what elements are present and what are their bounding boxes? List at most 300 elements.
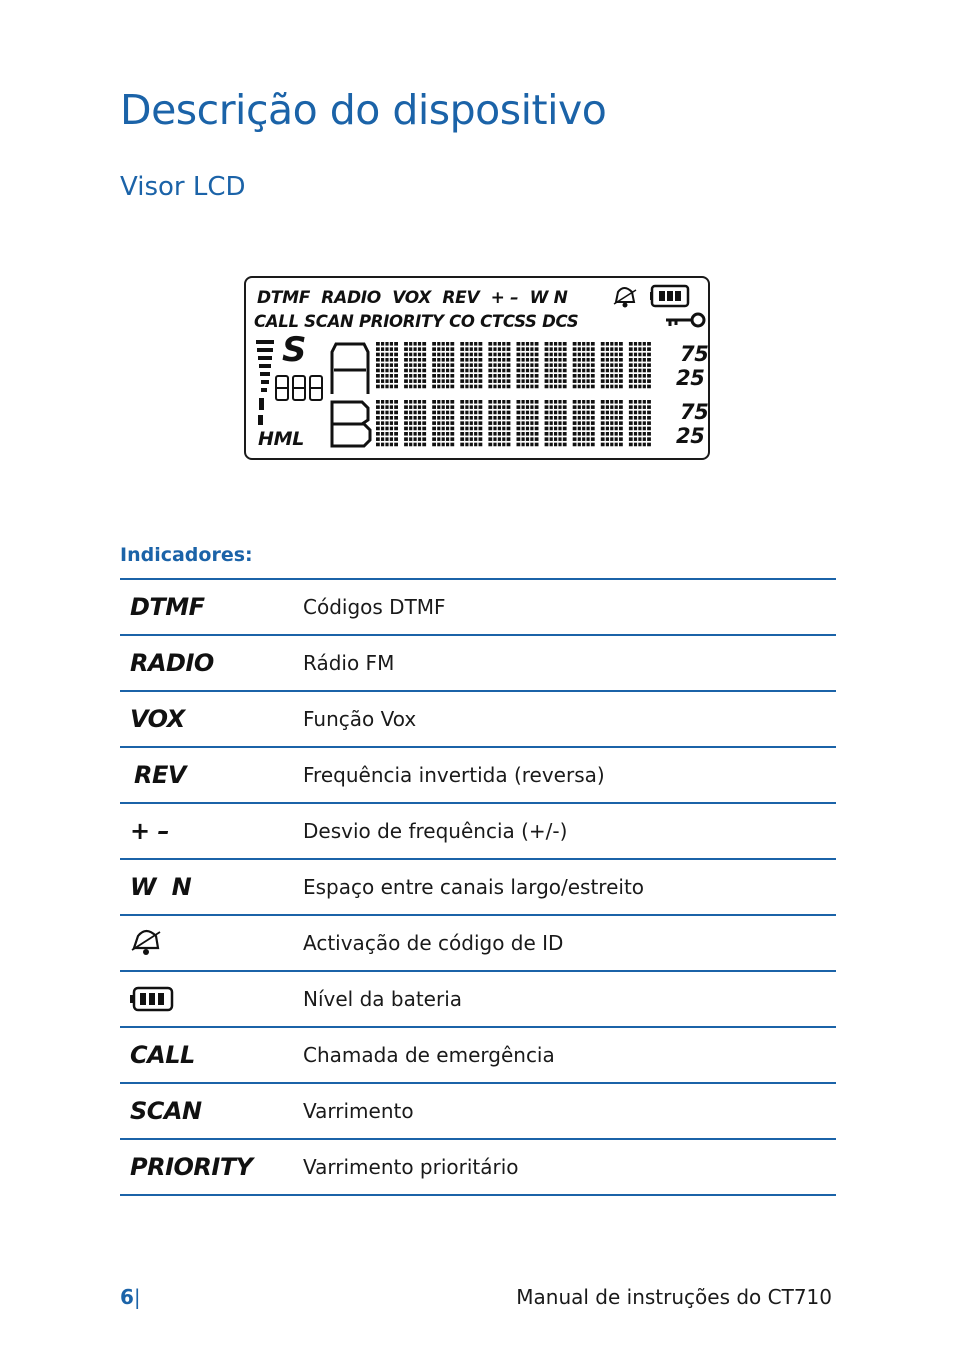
matrix-gap bbox=[408, 342, 409, 390]
matrix-segment bbox=[573, 374, 595, 378]
matrix-segment bbox=[629, 358, 651, 362]
matrix-gap bbox=[436, 400, 437, 448]
matrix-segment bbox=[517, 363, 539, 367]
matrix-segment bbox=[573, 432, 595, 436]
table-row bbox=[120, 1140, 836, 1196]
table-row bbox=[120, 1028, 836, 1084]
indicator-description: Rádio FM bbox=[303, 651, 395, 675]
matrix-segment bbox=[404, 400, 426, 404]
matrix-segment bbox=[601, 405, 623, 409]
indicator-description: Códigos DTMF bbox=[303, 595, 446, 619]
matrix-segment bbox=[488, 369, 510, 373]
matrix-gap bbox=[469, 400, 470, 448]
matrix-gap bbox=[505, 342, 506, 390]
matrix-segment bbox=[517, 405, 539, 409]
matrix-gap bbox=[590, 400, 591, 448]
lcd-dcs: DCS bbox=[542, 312, 579, 331]
matrix-segment bbox=[404, 411, 426, 415]
matrix-segment bbox=[573, 416, 595, 420]
matrix-gap bbox=[585, 342, 586, 390]
matrix-segment bbox=[629, 347, 651, 351]
matrix-segment bbox=[376, 358, 398, 362]
matrix-gap bbox=[421, 342, 422, 390]
matrix-segment bbox=[545, 405, 567, 409]
matrix-segment bbox=[573, 421, 595, 425]
matrix-gap bbox=[548, 400, 549, 448]
matrix-gap bbox=[497, 400, 498, 448]
indicator-priority: PRIORITY bbox=[130, 1153, 253, 1181]
table-row bbox=[120, 636, 836, 692]
matrix-gap bbox=[642, 342, 643, 390]
indicator-vox: VOX bbox=[130, 705, 185, 733]
matrix-segment bbox=[460, 358, 482, 362]
matrix-gap bbox=[380, 400, 381, 448]
matrix-gap bbox=[520, 342, 521, 390]
table-row bbox=[120, 580, 836, 636]
matrix-segment bbox=[601, 379, 623, 383]
bell-icon bbox=[130, 928, 164, 958]
matrix-segment bbox=[545, 342, 567, 346]
matrix-segment bbox=[432, 405, 454, 409]
matrix-segment bbox=[376, 405, 398, 409]
matrix-gap bbox=[613, 342, 614, 390]
matrix-segment bbox=[517, 379, 539, 383]
indicator-description: Desvio de frequência (+/-) bbox=[303, 819, 568, 843]
matrix-segment bbox=[629, 400, 651, 404]
matrix-gap bbox=[449, 400, 450, 448]
matrix-gap bbox=[492, 342, 493, 390]
matrix-segment bbox=[432, 411, 454, 415]
matrix-segment bbox=[545, 421, 567, 425]
matrix-segment bbox=[517, 432, 539, 436]
matrix-segment bbox=[376, 385, 398, 389]
matrix-segment bbox=[545, 443, 567, 447]
indicator-description: Função Vox bbox=[303, 707, 417, 731]
matrix-segment bbox=[517, 411, 539, 415]
matrix-segment bbox=[517, 427, 539, 431]
battery-icon bbox=[650, 286, 688, 306]
matrix-gap bbox=[497, 342, 498, 390]
matrix-segment bbox=[629, 374, 651, 378]
matrix-segment bbox=[404, 363, 426, 367]
matrix-segment bbox=[629, 443, 651, 447]
matrix-gap bbox=[464, 400, 465, 448]
matrix-segment bbox=[488, 421, 510, 425]
matrix-segment bbox=[629, 353, 651, 357]
matrix-segment bbox=[404, 358, 426, 362]
matrix-gap bbox=[464, 342, 465, 390]
matrix-segment bbox=[460, 342, 482, 346]
matrix-gap bbox=[473, 342, 474, 390]
matrix-segment bbox=[545, 416, 567, 420]
matrix-gap bbox=[445, 400, 446, 448]
matrix-segment bbox=[601, 421, 623, 425]
matrix-gap bbox=[577, 342, 578, 390]
indicator-radio: RADIO bbox=[130, 649, 214, 677]
matrix-segment bbox=[376, 363, 398, 367]
matrix-segment bbox=[404, 353, 426, 357]
matrix-segment bbox=[404, 443, 426, 447]
page-title: Descrição do dispositivo bbox=[120, 86, 607, 134]
matrix-gap bbox=[408, 400, 409, 448]
matrix-segment bbox=[432, 437, 454, 441]
matrix-segment bbox=[629, 427, 651, 431]
section-subtitle: Visor LCD bbox=[120, 172, 246, 202]
matrix-segment bbox=[517, 421, 539, 425]
matrix-segment bbox=[573, 443, 595, 447]
matrix-gap bbox=[477, 400, 478, 448]
indicators-table bbox=[120, 578, 836, 1196]
matrix-gap bbox=[609, 342, 610, 390]
matrix-segment bbox=[460, 411, 482, 415]
matrix-segment bbox=[404, 427, 426, 431]
channel-digits bbox=[276, 376, 322, 400]
lcd-step-a-25: 25 bbox=[676, 366, 705, 390]
matrix-gap bbox=[613, 400, 614, 448]
matrix-segment bbox=[404, 374, 426, 378]
matrix-gap bbox=[562, 342, 563, 390]
matrix-segment bbox=[404, 421, 426, 425]
lcd-scan: SCAN bbox=[304, 312, 354, 331]
matrix-segment bbox=[573, 405, 595, 409]
lcd-co: CO bbox=[449, 312, 475, 331]
lcd-priority: PRIORITY bbox=[359, 312, 444, 331]
indicator-description: Espaço entre canais largo/estreito bbox=[303, 875, 645, 899]
lcd-step-b-75: 75 bbox=[680, 400, 709, 424]
bell-icon bbox=[614, 288, 636, 308]
matrix-segment bbox=[545, 353, 567, 357]
matrix-segment bbox=[573, 400, 595, 404]
matrix-gap bbox=[581, 400, 582, 448]
matrix-segment bbox=[376, 400, 398, 404]
indicator-plus-minus: + – bbox=[130, 817, 169, 845]
battery-icon-graphic bbox=[130, 986, 176, 1012]
table-row bbox=[120, 916, 836, 972]
matrix-segment bbox=[629, 369, 651, 373]
page-number-value: 6 bbox=[120, 1285, 134, 1309]
matrix-segment bbox=[460, 353, 482, 357]
matrix-segment bbox=[460, 374, 482, 378]
matrix-segment bbox=[517, 437, 539, 441]
matrix-segment bbox=[545, 411, 567, 415]
indicator-description: Chamada de emergência bbox=[303, 1043, 555, 1067]
matrix-segment bbox=[601, 374, 623, 378]
matrix-segment bbox=[376, 421, 398, 425]
lcd-display bbox=[244, 276, 710, 460]
matrix-segment bbox=[460, 369, 482, 373]
lcd-radio: RADIO bbox=[321, 288, 381, 308]
matrix-segment bbox=[517, 443, 539, 447]
matrix-segment bbox=[432, 353, 454, 357]
matrix-segment bbox=[629, 379, 651, 383]
matrix-segment bbox=[376, 379, 398, 383]
matrix-segment bbox=[432, 421, 454, 425]
matrix-gap bbox=[534, 400, 535, 448]
matrix-segment bbox=[601, 347, 623, 351]
matrix-segment bbox=[460, 432, 482, 436]
matrix-segment bbox=[601, 342, 623, 346]
matrix-segment bbox=[601, 443, 623, 447]
indicator-description: Activação de código de ID bbox=[303, 931, 564, 955]
matrix-segment bbox=[404, 347, 426, 351]
matrix-gap bbox=[445, 342, 446, 390]
matrix-segment bbox=[573, 385, 595, 389]
indicator-description: Nível da bateria bbox=[303, 987, 463, 1011]
matrix-segment bbox=[545, 347, 567, 351]
matrix-gap bbox=[605, 400, 606, 448]
lcd-rev: REV bbox=[442, 288, 480, 308]
matrix-segment bbox=[629, 411, 651, 415]
matrix-segment bbox=[488, 358, 510, 362]
matrix-gap bbox=[609, 400, 610, 448]
matrix-segment bbox=[432, 342, 454, 346]
matrix-segment bbox=[432, 369, 454, 373]
matrix-segment bbox=[376, 347, 398, 351]
matrix-segment bbox=[432, 379, 454, 383]
lcd-dtmf: DTMF bbox=[257, 288, 311, 308]
matrix-segment bbox=[601, 400, 623, 404]
matrix-gap bbox=[605, 342, 606, 390]
table-row bbox=[120, 804, 836, 860]
matrix-segment bbox=[545, 374, 567, 378]
matrix-segment bbox=[573, 347, 595, 351]
lcd-vox: VOX bbox=[392, 288, 432, 308]
matrix-gap bbox=[421, 400, 422, 448]
matrix-segment bbox=[404, 432, 426, 436]
matrix-segment bbox=[517, 416, 539, 420]
matrix-gap bbox=[553, 342, 554, 390]
lcd-ctcss: CTCSS bbox=[480, 312, 537, 331]
indicator-rev: REV bbox=[134, 761, 186, 789]
matrix-segment bbox=[629, 385, 651, 389]
matrix-segment bbox=[404, 405, 426, 409]
matrix-segment bbox=[432, 363, 454, 367]
matrix-segment bbox=[545, 358, 567, 362]
matrix-segment bbox=[432, 416, 454, 420]
matrix-gap bbox=[529, 400, 530, 448]
matrix-segment bbox=[488, 353, 510, 357]
lcd-power-label: HML bbox=[258, 428, 305, 450]
matrix-segment bbox=[488, 347, 510, 351]
matrix-segment bbox=[404, 385, 426, 389]
matrix-segment bbox=[432, 347, 454, 351]
matrix-gap bbox=[440, 400, 441, 448]
matrix-gap bbox=[384, 342, 385, 390]
indicator-call: CALL bbox=[130, 1041, 195, 1069]
matrix-gap bbox=[492, 400, 493, 448]
indicator-dtmf: DTMF bbox=[130, 593, 205, 621]
band-b-matrix bbox=[376, 400, 651, 448]
matrix-segment bbox=[376, 416, 398, 420]
key-icon bbox=[666, 314, 704, 326]
matrix-segment bbox=[432, 374, 454, 378]
matrix-segment bbox=[601, 353, 623, 357]
matrix-segment bbox=[488, 379, 510, 383]
matrix-segment bbox=[545, 363, 567, 367]
page-number bbox=[120, 1285, 141, 1309]
matrix-gap bbox=[412, 342, 413, 390]
lcd-step-a-75: 75 bbox=[680, 342, 709, 366]
matrix-gap bbox=[529, 342, 530, 390]
matrix-segment bbox=[573, 427, 595, 431]
matrix-segment bbox=[376, 374, 398, 378]
matrix-gap bbox=[646, 342, 647, 390]
indicator-w-n: W N bbox=[130, 873, 192, 901]
matrix-gap bbox=[469, 342, 470, 390]
matrix-segment bbox=[376, 369, 398, 373]
matrix-segment bbox=[601, 411, 623, 415]
page-separator: | bbox=[133, 1285, 141, 1309]
matrix-segment bbox=[573, 379, 595, 383]
matrix-segment bbox=[460, 416, 482, 420]
lcd-call: CALL bbox=[254, 312, 299, 331]
matrix-segment bbox=[488, 405, 510, 409]
matrix-gap bbox=[633, 400, 634, 448]
band-b-letter bbox=[332, 402, 370, 446]
matrix-gap bbox=[534, 342, 535, 390]
matrix-gap bbox=[412, 400, 413, 448]
matrix-gap bbox=[618, 400, 619, 448]
matrix-segment bbox=[545, 432, 567, 436]
matrix-segment bbox=[404, 416, 426, 420]
matrix-gap bbox=[501, 342, 502, 390]
matrix-segment bbox=[629, 342, 651, 346]
matrix-gap bbox=[520, 400, 521, 448]
matrix-segment bbox=[460, 385, 482, 389]
matrix-segment bbox=[376, 411, 398, 415]
matrix-segment bbox=[404, 342, 426, 346]
matrix-gap bbox=[384, 400, 385, 448]
matrix-gap bbox=[646, 400, 647, 448]
matrix-gap bbox=[637, 342, 638, 390]
matrix-segment bbox=[573, 363, 595, 367]
matrix-segment bbox=[488, 374, 510, 378]
matrix-segment bbox=[517, 358, 539, 362]
lcd-s-label: S bbox=[282, 330, 307, 370]
band-a-matrix bbox=[376, 342, 651, 390]
matrix-segment bbox=[545, 400, 567, 404]
matrix-gap bbox=[505, 400, 506, 448]
matrix-segment bbox=[573, 353, 595, 357]
band-a-letter bbox=[332, 344, 368, 394]
matrix-gap bbox=[562, 400, 563, 448]
matrix-segment bbox=[629, 363, 651, 367]
lcd-n: N bbox=[553, 288, 568, 308]
matrix-segment bbox=[460, 379, 482, 383]
bell-icon-graphic bbox=[130, 928, 164, 958]
matrix-segment bbox=[545, 379, 567, 383]
matrix-segment bbox=[488, 443, 510, 447]
matrix-segment bbox=[376, 443, 398, 447]
matrix-segment bbox=[376, 432, 398, 436]
matrix-segment bbox=[573, 342, 595, 346]
indicator-description: Varrimento bbox=[303, 1099, 414, 1123]
matrix-segment bbox=[460, 421, 482, 425]
matrix-segment bbox=[404, 437, 426, 441]
matrix-segment bbox=[404, 379, 426, 383]
matrix-segment bbox=[601, 427, 623, 431]
lcd-w: W bbox=[529, 288, 549, 308]
matrix-gap bbox=[633, 342, 634, 390]
matrix-segment bbox=[545, 437, 567, 441]
matrix-segment bbox=[376, 437, 398, 441]
table-row bbox=[120, 860, 836, 916]
matrix-segment bbox=[488, 416, 510, 420]
matrix-segment bbox=[629, 421, 651, 425]
matrix-gap bbox=[449, 342, 450, 390]
lcd-step-b-25: 25 bbox=[676, 424, 705, 448]
matrix-segment bbox=[460, 427, 482, 431]
matrix-segment bbox=[517, 353, 539, 357]
matrix-segment bbox=[488, 385, 510, 389]
matrix-gap bbox=[548, 342, 549, 390]
battery-icon bbox=[130, 986, 176, 1012]
matrix-segment bbox=[517, 385, 539, 389]
table-row bbox=[120, 972, 836, 1028]
matrix-gap bbox=[642, 400, 643, 448]
matrix-segment bbox=[629, 432, 651, 436]
matrix-gap bbox=[501, 400, 502, 448]
matrix-gap bbox=[525, 400, 526, 448]
matrix-segment bbox=[629, 416, 651, 420]
lcd-plus-minus: + – bbox=[490, 288, 519, 308]
matrix-segment bbox=[573, 411, 595, 415]
matrix-segment bbox=[460, 443, 482, 447]
matrix-segment bbox=[601, 385, 623, 389]
matrix-segment bbox=[432, 432, 454, 436]
matrix-segment bbox=[460, 363, 482, 367]
indicators-heading: Indicadores: bbox=[120, 544, 253, 566]
matrix-segment bbox=[573, 437, 595, 441]
matrix-gap bbox=[637, 400, 638, 448]
table-row bbox=[120, 748, 836, 804]
matrix-segment bbox=[601, 363, 623, 367]
matrix-segment bbox=[545, 427, 567, 431]
matrix-gap bbox=[389, 400, 390, 448]
matrix-segment bbox=[460, 405, 482, 409]
matrix-segment bbox=[432, 400, 454, 404]
matrix-segment bbox=[432, 385, 454, 389]
matrix-gap bbox=[393, 342, 394, 390]
matrix-gap bbox=[557, 342, 558, 390]
matrix-segment bbox=[460, 347, 482, 351]
matrix-gap bbox=[618, 342, 619, 390]
indicator-description: Varrimento prioritário bbox=[303, 1155, 519, 1179]
matrix-segment bbox=[629, 437, 651, 441]
matrix-segment bbox=[573, 358, 595, 362]
lcd-row2 bbox=[254, 312, 578, 331]
matrix-gap bbox=[577, 400, 578, 448]
signal-bars-icon bbox=[256, 340, 274, 425]
matrix-segment bbox=[517, 400, 539, 404]
matrix-segment bbox=[517, 374, 539, 378]
matrix-gap bbox=[393, 400, 394, 448]
matrix-segment bbox=[601, 437, 623, 441]
matrix-gap bbox=[440, 342, 441, 390]
matrix-segment bbox=[488, 432, 510, 436]
matrix-gap bbox=[477, 342, 478, 390]
matrix-segment bbox=[376, 342, 398, 346]
matrix-gap bbox=[417, 342, 418, 390]
matrix-segment bbox=[488, 400, 510, 404]
matrix-gap bbox=[473, 400, 474, 448]
matrix-segment bbox=[460, 400, 482, 404]
indicator-scan: SCAN bbox=[130, 1097, 202, 1125]
matrix-segment bbox=[488, 427, 510, 431]
matrix-segment bbox=[545, 369, 567, 373]
matrix-segment bbox=[488, 411, 510, 415]
table-row bbox=[120, 692, 836, 748]
